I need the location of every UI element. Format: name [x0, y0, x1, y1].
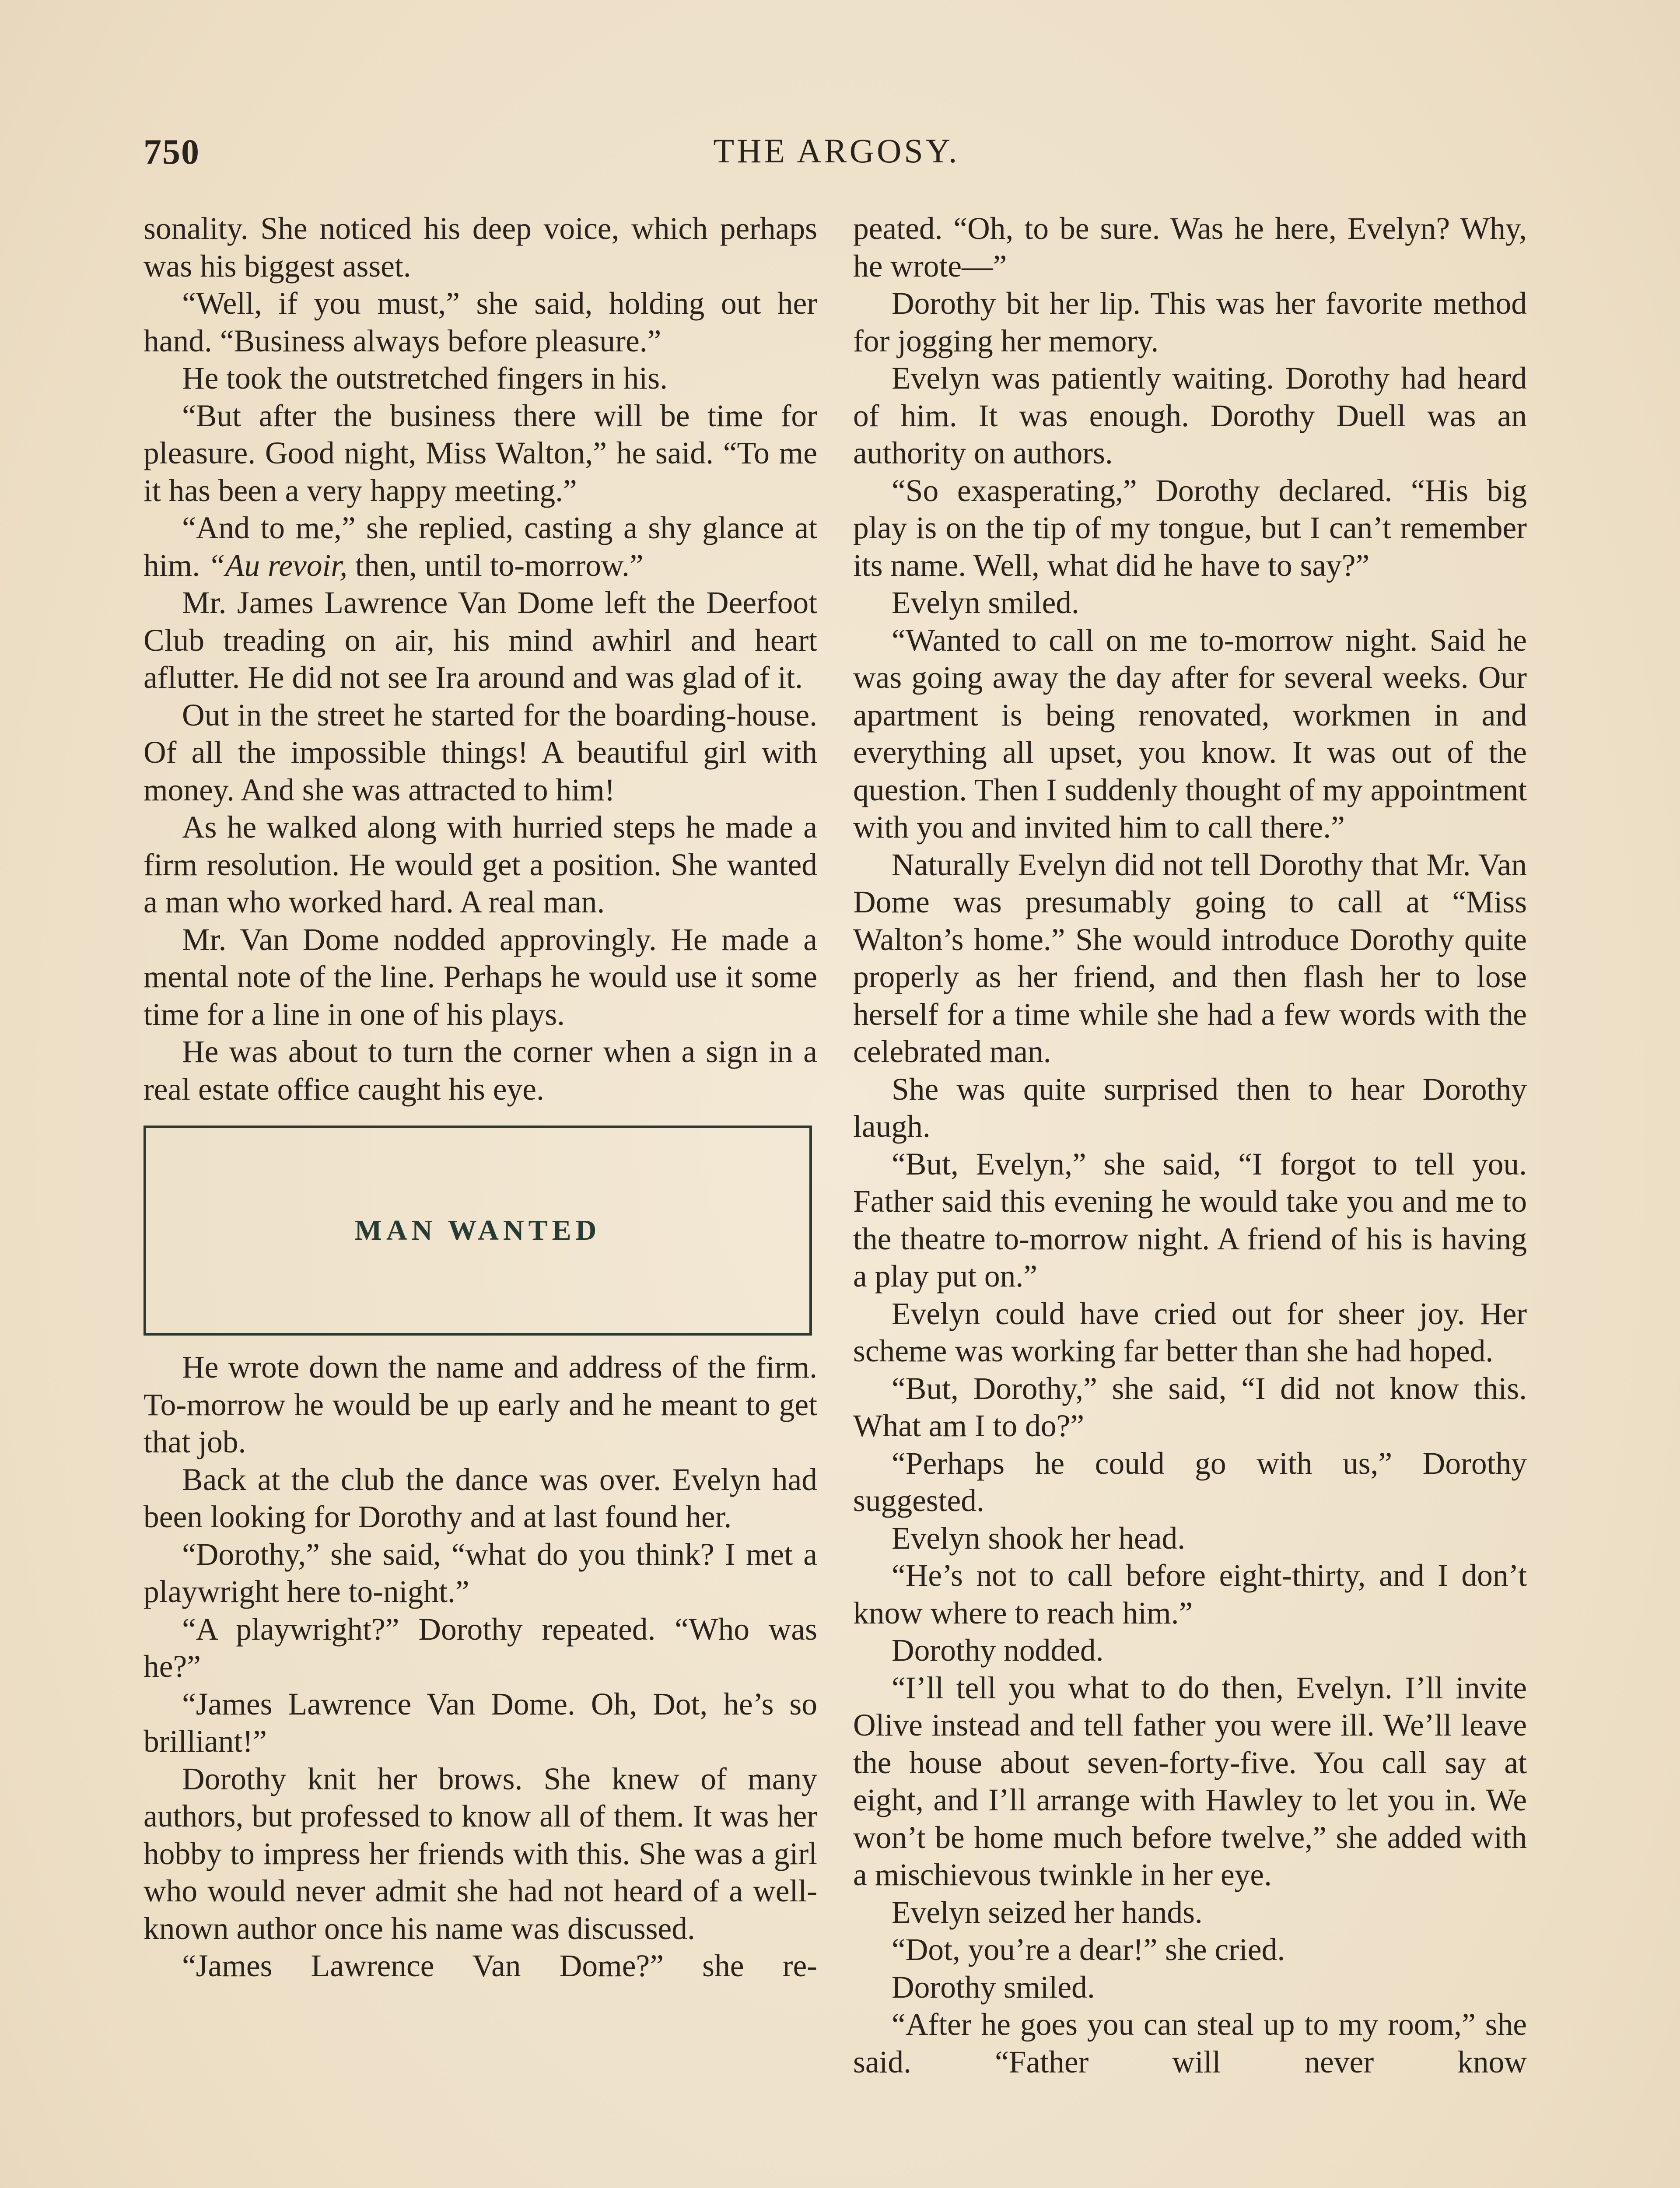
paragraph: “But, Evelyn,” she said, “I forgot to tell you. Father said this evening he would take you and me to the theatre to-morrow night. A friend of his is having a play put on.”: [853, 1147, 1527, 1294]
running-title: THE ARGOSY.: [713, 132, 960, 170]
paragraph: Back at the club the dance was over. Evelyn had been looking for Dorothy and at last found her.: [144, 1462, 817, 1534]
paragraph: He took the outstretched fingers in his.: [182, 361, 668, 396]
paragraph: “He’s not to call before eight-thirty, and I don’t know where to reach him.”: [853, 1558, 1527, 1630]
paragraph: [144, 509, 817, 584]
paragraph: She was quite surprised then to hear Dorothy laugh.: [853, 1072, 1527, 1144]
right-column: [853, 210, 1527, 2081]
paragraph: “James Lawrence Van Dome. Oh, Dot, he’s so brilliant!”: [144, 1687, 817, 1759]
paragraph: Evelyn was patiently waiting. Dorothy had heard of him. It was enough. Dorothy Duell was an authority on authors.: [853, 361, 1527, 470]
paragraph: Evelyn could have cried out for sheer joy. Her scheme was working far better than she had hoped.: [853, 1296, 1527, 1368]
paragraph: Dorothy nodded.: [892, 1633, 1104, 1668]
page-number: 750: [144, 132, 200, 172]
paragraph: He wrote down the name and address of the firm. To-morrow he would be up early and he meant to get that job.: [144, 1350, 817, 1459]
text-span: then, until to-morrow.”: [347, 548, 644, 583]
page-header: [144, 131, 1530, 179]
sign-text: MAN WANTED: [354, 1214, 601, 1247]
paragraph: “Dot, you’re a dear!” she cried.: [892, 1932, 1285, 1967]
paragraph: “But after the business there will be time for pleasure. Good night, Miss Walton,” he said. “To me it has been a very happy meeting.”: [144, 398, 817, 508]
paragraph: “Wanted to call on me to-morrow night. Said he was going away the day after for several weeks. Our apartment is being renovated, workmen in and everything all upset, you know. It was out of the question. Then I suddenly thought of my appointment with you and invited him to call there.”: [853, 623, 1527, 845]
paragraph: Dorothy knit her brows. She knew of many authors, but professed to know all of them. It was her hobby to impress her friends with this. She was a girl who would never admit she had not heard of a well-known author once his name was discussed.: [144, 1761, 817, 1946]
paragraph: As he walked along with hurried steps he made a firm resolution. He would get a position. She wanted a man who worked hard. A real man.: [144, 810, 817, 919]
paragraph: Naturally Evelyn did not tell Dorothy that Mr. Van Dome was presumably going to call at “Miss Walton’s home.” She would introduce Dorothy quite properly as her friend, and then flash her to lose herself for a time while she had a few words with the celebrated man.: [853, 847, 1527, 1069]
man-wanted-sign: [144, 1126, 812, 1336]
paragraph: Mr. Van Dome nodded approvingly. He made a mental note of the line. Perhaps he would use it some time for a line in one of his plays.: [144, 922, 817, 1032]
paragraph: “A playwright?” Dorothy repeated. “Who was he?”: [144, 1612, 817, 1684]
text-span: “And to me,” she replied, casting a shy glance at him.: [144, 511, 817, 583]
paragraph: “So exasperating,” Dorothy declared. “His big play is on the tip of my tongue, but I can’t remember its name. Well, what did he have to say?”: [853, 473, 1527, 583]
paragraph: “Dorothy,” she said, “what do you think? I met a playwright here to-night.”: [144, 1537, 817, 1609]
paragraph: Evelyn shook her head.: [892, 1521, 1186, 1556]
paragraph: Evelyn smiled.: [892, 586, 1079, 620]
paragraph: “Well, if you must,” she said, holding out her hand. “Business always before pleasure.”: [144, 286, 817, 358]
paragraph: sonality. She noticed his deep voice, which perhaps was his biggest asset.: [144, 211, 817, 284]
paragraph: “But, Dorothy,” she said, “I did not know this. What am I to do?”: [853, 1371, 1527, 1443]
left-column: [144, 210, 817, 1985]
italic-phrase: “Au revoir,: [207, 548, 348, 583]
paragraph: Out in the street he started for the boarding-house. Of all the impossible things! A beautiful girl with money. And she was attracted to him!: [144, 698, 817, 807]
paragraph: Dorothy bit her lip. This was her favorite method for jogging her memory.: [853, 286, 1527, 358]
paragraph: peated. “Oh, to be sure. Was he here, Evelyn? Why, he wrote—”: [853, 211, 1527, 284]
paragraph: He was about to turn the corner when a sign in a real estate office caught his eye.: [144, 1034, 817, 1107]
paragraph: “After he goes you can steal up to my room,” she said. “Father will never know: [853, 2007, 1527, 2079]
paragraph: “James Lawrence Van Dome?” she re-: [182, 1949, 817, 1983]
paragraph: Evelyn seized her hands.: [892, 1895, 1203, 1930]
paragraph: “Perhaps he could go with us,” Dorothy suggested.: [853, 1446, 1527, 1518]
paragraph: Dorothy smiled.: [892, 1970, 1095, 2005]
paragraph: “I’ll tell you what to do then, Evelyn. I’ll invite Olive instead and tell father you were ill. We’ll leave the house about seven-forty-five. You call say at eight, and I’ll arrange with Hawley to let you in. We won’t be home much before twelve,” she added with a mischievous twinkle in her eye.: [853, 1670, 1527, 1892]
paragraph: Mr. James Lawrence Van Dome left the Deerfoot Club treading on air, his mind awhirl and heart aflutter. He did not see Ira around and was glad of it.: [144, 586, 817, 695]
